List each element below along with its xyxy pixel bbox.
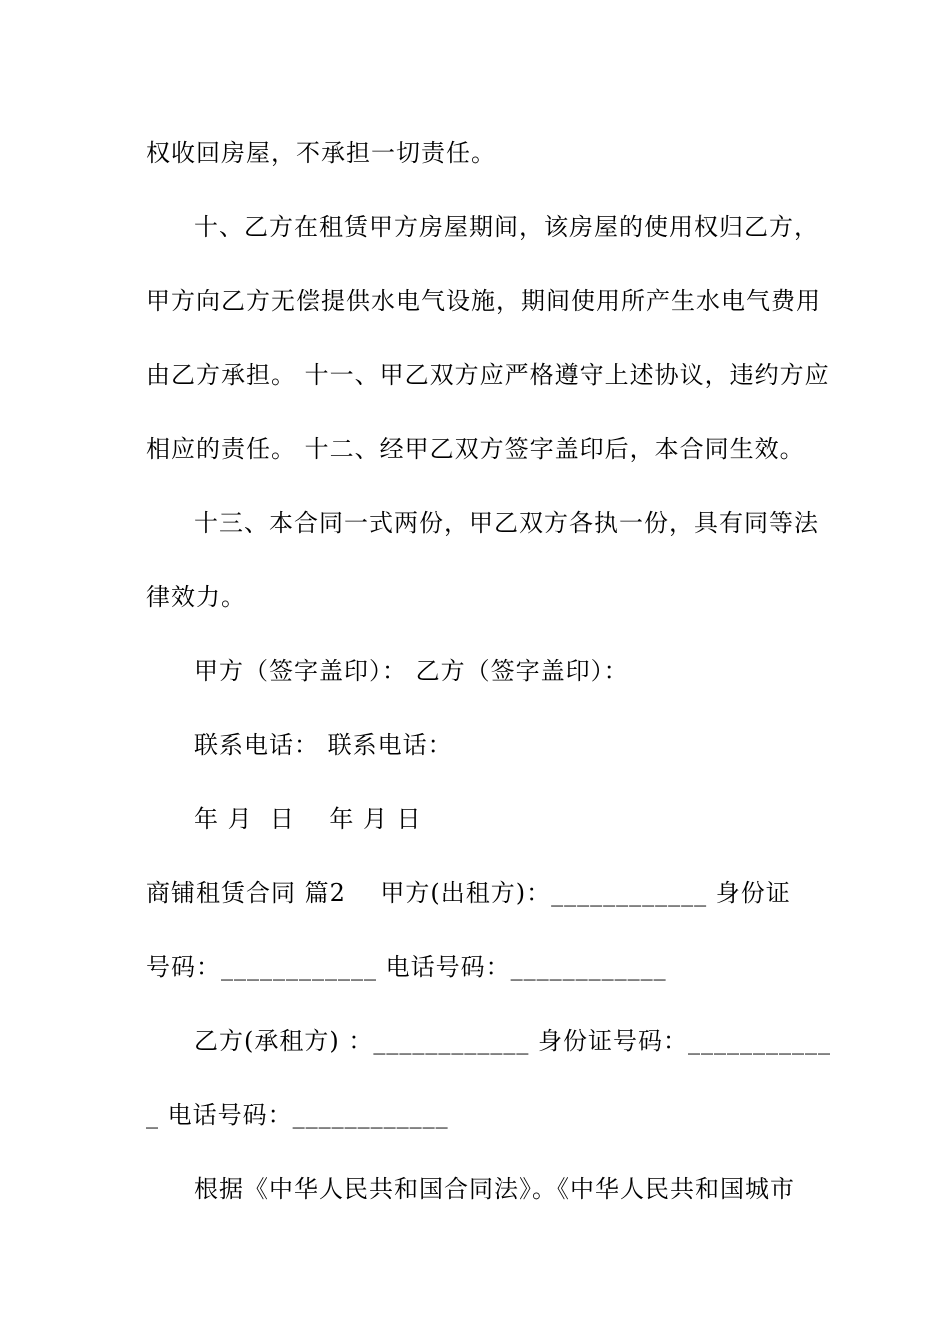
text-line: 相应的责任。 十二、经甲乙双方签字盖印后，本合同生效。 [146, 435, 805, 463]
text-line: 律效力。 [146, 583, 246, 611]
section-heading-line: 商铺租赁合同 篇2 甲方(出租方)：____________ 身份证 [146, 879, 791, 907]
text-line: 甲方向乙方无偿提供水电气设施，期间使用所产生水电气费用 [146, 287, 821, 315]
text-line: 十三、本合同一式两份，甲乙双方各执一份，具有同等法 [194, 509, 819, 537]
text-line: 十、乙方在租赁甲方房屋期间，该房屋的使用权归乙方， [194, 213, 819, 241]
text-line: 根据《中华人民共和国合同法》。《中华人民共和国城市 [194, 1175, 795, 1203]
date-line: 年 月 日 年 月 日 [194, 805, 422, 833]
signature-line: 甲方（签字盖印）： 乙方（签字盖印）： [194, 657, 629, 685]
text-line: 号码：____________ 电话号码：____________ [146, 953, 667, 981]
text-line: _ 电话号码：____________ [146, 1101, 449, 1129]
phone-line: 联系电话： 联系电话： [194, 731, 453, 759]
text-line: 权收回房屋，不承担一切责任。 [146, 139, 496, 167]
text-line: 由乙方承担。 十一、甲乙双方应严格遵守上述协议，违约方应 [146, 361, 830, 389]
text-line: 乙方(承租方) ：____________ 身份证号码：___________ [194, 1027, 831, 1055]
